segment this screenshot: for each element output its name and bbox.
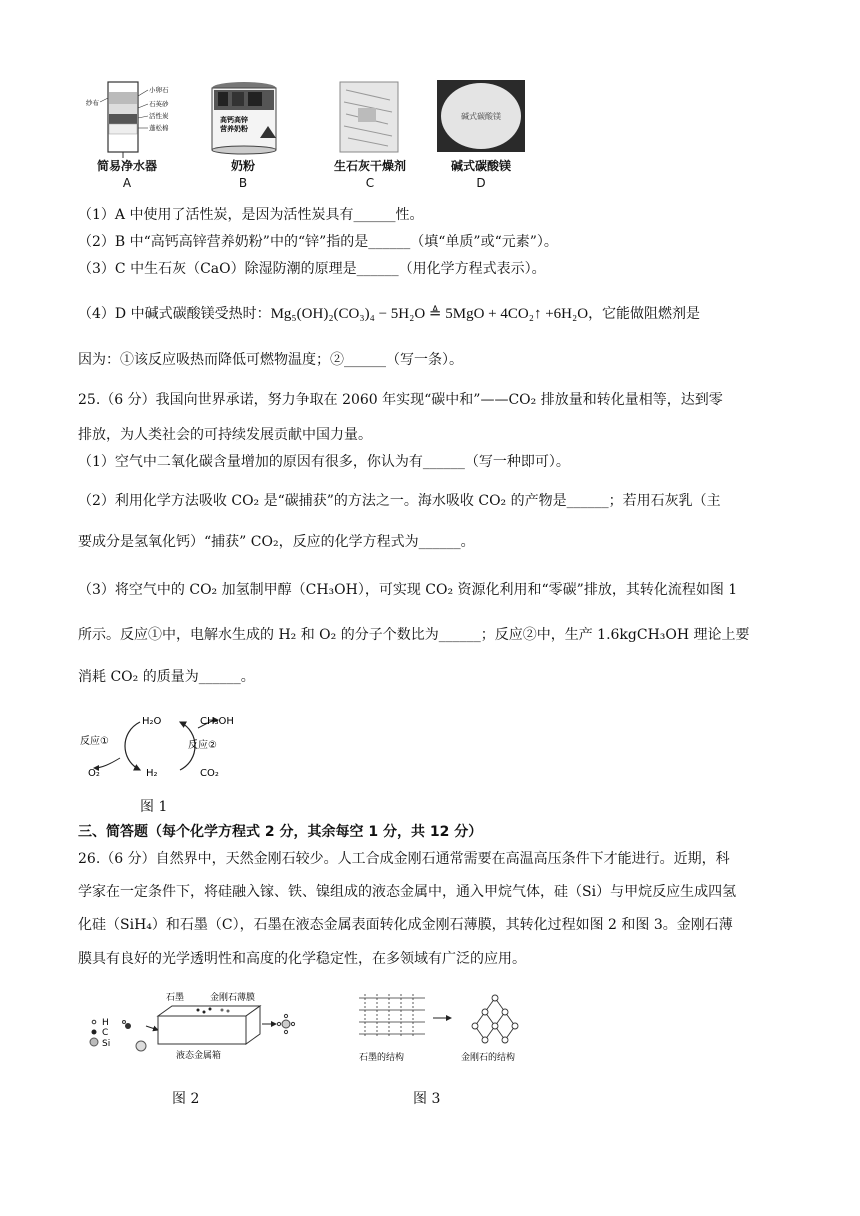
q25-part2b: 要成分是氢氧化钙）“捕获” CO₂，反应的化学方程式为______。 — [78, 534, 475, 550]
q25-part1: （1）空气中二氧化碳含量增加的原因有很多，你认为有______（写一种即可）。 — [78, 454, 570, 470]
figure-d-name: 碱式碳酸镁 — [450, 159, 511, 173]
reaction-1-label: 反应① — [80, 736, 109, 747]
disc-label: 碱式碳酸镁 — [461, 112, 501, 121]
q26-stem-1: 26.（6 分）自然界中，天然金刚石较少。人工合成金刚石通常需要在高温高压条件下才能进行。近期，科 — [78, 851, 730, 867]
figure-d-letter: D — [476, 176, 486, 190]
figure-milk-powder — [208, 80, 280, 156]
figure-magnesium-carbonate — [437, 80, 525, 152]
figure-3-structures — [355, 990, 535, 1070]
figure-1-cycle — [80, 708, 250, 782]
figure-a-name: 简易净水器 — [96, 159, 157, 173]
q25-stem-2: 排放，为人类社会的可持续发展贡献中国力量。 — [78, 427, 372, 443]
figure-b-letter: B — [238, 176, 248, 190]
reaction-2-label: 反应② — [188, 740, 217, 751]
diamond-structure-label: 金刚石的结构 — [461, 1053, 516, 1063]
purifier-label-2: 石英砂 — [149, 100, 169, 108]
graphite-label: 石墨 — [166, 993, 185, 1003]
purifier-label-4: 蓬松棉 — [149, 124, 169, 132]
q25-stem-1: 25.（6 分）我国向世界承诺，努力争取在 2060 年实现“碳中和”——CO₂ 排放量和转化量相等，达到零 — [78, 392, 723, 408]
figure-c-name: 生石灰干燥剂 — [333, 159, 406, 173]
diamond-film-label: 金刚石薄膜 — [210, 993, 256, 1003]
liquid-metal-box-label: 液态金属箱 — [176, 1051, 222, 1060]
figure-1-caption: 图 1 — [140, 799, 168, 815]
q24-part4-line2: 因为：①该反应吸热而降低可燃物温度；②______（写一条）。 — [78, 352, 463, 368]
q26-stem-2: 学家在一定条件下，将硅融入镓、铁、镍组成的液态金属中，通入甲烷气体，硅（Si）与甲烷反应生成四氢 — [78, 884, 737, 900]
section-3-title: 三、简答题（每个化学方程式 2 分，其余每空 1 分，共 12 分） — [78, 824, 483, 840]
figure-3-caption: 图 3 — [413, 1091, 441, 1107]
q24-part4-post: ，它能做阻燃剂是 — [588, 306, 701, 322]
q25-part3c: 消耗 CO₂ 的质量为______。 — [78, 669, 255, 685]
h2o-label: H₂O — [142, 716, 162, 727]
figure-2-liquid-metal — [86, 990, 296, 1060]
ch3oh-label: CH₃OH — [200, 716, 234, 727]
q24-part2: （2）B 中“高钙高锌营养奶粉”中的“锌”指的是______（填“单质”或“元素”）。 — [78, 234, 558, 250]
co2-label: CO₂ — [200, 768, 219, 779]
q26-stem-4: 膜具有良好的光学透明性和高度的化学稳定性，在多领域有广泛的应用。 — [78, 951, 526, 967]
figure-c-letter: C — [365, 176, 375, 190]
q24-part1: （1）A 中使用了活性炭，是因为活性炭具有______性。 — [78, 207, 424, 223]
legend-si: Si — [102, 1039, 111, 1049]
figure-water-purifier — [86, 78, 186, 158]
figure-2-caption: 图 2 — [172, 1091, 200, 1107]
q24-part3: （3）C 中生石灰（CaO）除湿防潮的原理是______（用化学方程式表示）。 — [78, 261, 546, 277]
q24-part4 — [78, 304, 700, 324]
figure-a-letter: A — [122, 176, 132, 190]
figure-b-name: 奶粉 — [230, 159, 255, 173]
purifier-label-1: 小卵石 — [149, 86, 169, 94]
q25-part3a: （3）将空气中的 CO₂ 加氢制甲醇（CH₃OH），可实现 CO₂ 资源化利用和“零碳”排放，其转化流程如图 1 — [78, 582, 738, 598]
legend-h: H — [102, 1018, 109, 1028]
graphite-structure-label: 石墨的结构 — [359, 1053, 405, 1063]
q26-stem-3: 化硅（SiH₄）和石墨（C），石墨在液态金属表面转化成金刚石薄膜，其转化过程如图 2 和图 3。金刚石薄 — [78, 917, 733, 933]
milk-label-1: 高钙高锌 — [220, 116, 248, 124]
q24-part4-pre: （4）D 中碱式碳酸镁受热时： — [78, 306, 271, 322]
milk-label-2: 营养奶粉 — [220, 125, 248, 133]
q25-part2a: （2）利用化学方法吸收 CO₂ 是“碳捕获”的方法之一。海水吸收 CO₂ 的产物是______；若用石灰乳（主 — [78, 493, 721, 509]
h2-label: H₂ — [146, 768, 158, 779]
purifier-label-3: 活性炭 — [149, 112, 169, 120]
q25-part3b: 所示。反应①中，电解水生成的 H₂ 和 O₂ 的分子个数比为______；反应②中，生产 1.6kgCH₃OH 理论上要 — [78, 627, 750, 643]
figure-desiccant — [338, 80, 400, 154]
o2-label: O₂ — [88, 768, 100, 779]
q24-equation: Mg₅(OH)₂(CO₃)₄ − 5H₂O ≜ 5MgO + 4CO₂↑ +6H₂O — [270, 306, 589, 322]
purifier-side-label: 纱布 — [86, 99, 99, 107]
legend-c: C — [102, 1028, 109, 1038]
